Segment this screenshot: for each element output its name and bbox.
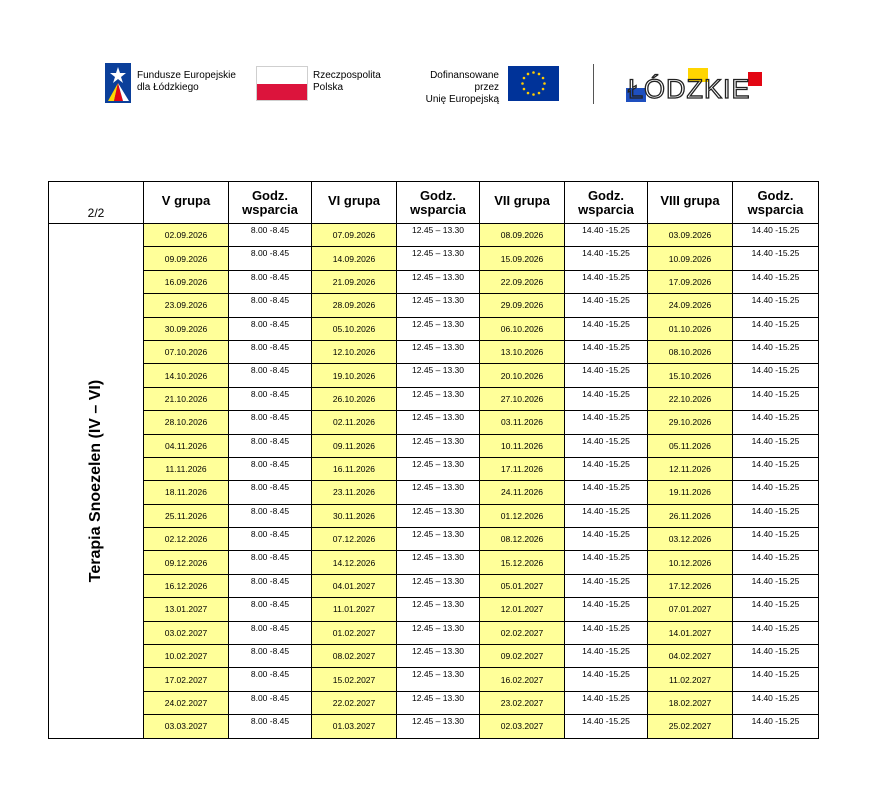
- header-godz-wsparcia-vii: [565, 182, 648, 224]
- date-cell: 08.09.2026: [480, 224, 565, 247]
- header-godz-wsparcia-v: [229, 182, 312, 224]
- schedule-body: [49, 224, 819, 739]
- header-label-line1: Godz.: [251, 187, 289, 203]
- time-cell: 14.40 -15.25: [733, 574, 819, 597]
- schedule-table: [48, 181, 819, 739]
- time-cell: 14.40 -15.25: [733, 224, 819, 247]
- date-cell: 21.09.2026: [312, 270, 397, 293]
- date-cell: 02.03.2027: [480, 715, 565, 738]
- table-row: [49, 340, 819, 363]
- time-cell: 14.40 -15.25: [565, 528, 648, 551]
- date-cell: 10.12.2026: [648, 551, 733, 574]
- time-cell: 14.40 -15.25: [565, 457, 648, 480]
- time-cell: 12.45 – 13.30: [397, 598, 480, 621]
- header-label: V grupa: [161, 192, 211, 208]
- table-row: [49, 645, 819, 668]
- time-cell: 14.40 -15.25: [733, 504, 819, 527]
- time-cell: 8.00 -8.45: [229, 411, 312, 434]
- header-viii-grupa: [648, 182, 733, 224]
- header-v-grupa: [144, 182, 229, 224]
- time-cell: 14.40 -15.25: [733, 434, 819, 457]
- header-godz-wsparcia-viii: [733, 182, 819, 224]
- date-cell: 03.12.2026: [648, 528, 733, 551]
- table-row: [49, 551, 819, 574]
- date-cell: 22.02.2027: [312, 691, 397, 714]
- time-cell: 12.45 – 13.30: [397, 364, 480, 387]
- rp-line-1: Rzeczpospolita: [313, 70, 381, 81]
- time-cell: 14.40 -15.25: [565, 270, 648, 293]
- fe-line-1: Fundusze Europejskie: [137, 70, 236, 81]
- date-cell: 17.12.2026: [648, 574, 733, 597]
- date-cell: 05.11.2026: [648, 434, 733, 457]
- time-cell: 14.40 -15.25: [565, 504, 648, 527]
- rzeczpospolita-text: [313, 70, 381, 94]
- time-cell: 12.45 – 13.30: [397, 504, 480, 527]
- date-cell: 15.09.2026: [480, 247, 565, 270]
- header-label: VIII grupa: [660, 192, 720, 208]
- date-cell: 28.10.2026: [144, 411, 229, 434]
- time-cell: 8.00 -8.45: [229, 434, 312, 457]
- eu-star-icon: [532, 71, 535, 74]
- header-label-line2: wsparcia: [578, 201, 634, 217]
- header-label-line1: Godz.: [419, 187, 457, 203]
- time-cell: 8.00 -8.45: [229, 270, 312, 293]
- date-cell: 07.01.2027: [648, 598, 733, 621]
- side-label-cell: [49, 224, 144, 739]
- date-cell: 18.02.2027: [648, 691, 733, 714]
- date-cell: 30.09.2026: [144, 317, 229, 340]
- time-cell: 8.00 -8.45: [229, 387, 312, 410]
- fe-line-2: dla Łódzkiego: [137, 82, 199, 93]
- eu-star-icon: [527, 73, 530, 76]
- time-cell: 8.00 -8.45: [229, 294, 312, 317]
- date-cell: 26.10.2026: [312, 387, 397, 410]
- eu-star-icon: [523, 77, 526, 80]
- time-cell: 12.45 – 13.30: [397, 224, 480, 247]
- date-cell: 24.02.2027: [144, 691, 229, 714]
- time-cell: 14.40 -15.25: [733, 387, 819, 410]
- time-cell: 14.40 -15.25: [733, 294, 819, 317]
- date-cell: 29.09.2026: [480, 294, 565, 317]
- time-cell: 14.40 -15.25: [565, 411, 648, 434]
- time-cell: 14.40 -15.25: [733, 598, 819, 621]
- time-cell: 12.45 – 13.30: [397, 294, 480, 317]
- date-cell: 17.09.2026: [648, 270, 733, 293]
- date-cell: 29.10.2026: [648, 411, 733, 434]
- date-cell: 09.12.2026: [144, 551, 229, 574]
- fundusze-europejskie-text: [137, 70, 236, 94]
- date-cell: 05.10.2026: [312, 317, 397, 340]
- table-row: [49, 317, 819, 340]
- date-cell: 08.10.2026: [648, 340, 733, 363]
- time-cell: 14.40 -15.25: [733, 715, 819, 738]
- time-cell: 14.40 -15.25: [565, 434, 648, 457]
- time-cell: 14.40 -15.25: [565, 294, 648, 317]
- polish-flag-icon: [256, 66, 308, 101]
- date-cell: 16.11.2026: [312, 457, 397, 480]
- eu-funding-text: [405, 70, 499, 106]
- time-cell: 12.45 – 13.30: [397, 387, 480, 410]
- time-cell: 8.00 -8.45: [229, 598, 312, 621]
- header-label: VI grupa: [327, 192, 380, 208]
- eu-star-icon: [543, 82, 546, 85]
- date-cell: 21.10.2026: [144, 387, 229, 410]
- time-cell: 8.00 -8.45: [229, 645, 312, 668]
- header-row: [49, 182, 819, 224]
- time-cell: 14.40 -15.25: [565, 691, 648, 714]
- eu-star-icon: [542, 88, 545, 91]
- date-cell: 04.01.2027: [312, 574, 397, 597]
- time-cell: 14.40 -15.25: [733, 481, 819, 504]
- time-cell: 14.40 -15.25: [565, 247, 648, 270]
- time-cell: 12.45 – 13.30: [397, 411, 480, 434]
- date-cell: 10.09.2026: [648, 247, 733, 270]
- date-cell: 17.02.2027: [144, 668, 229, 691]
- date-cell: 06.10.2026: [480, 317, 565, 340]
- date-cell: 14.12.2026: [312, 551, 397, 574]
- date-cell: 30.11.2026: [312, 504, 397, 527]
- date-cell: 16.12.2026: [144, 574, 229, 597]
- header-vii-grupa: [480, 182, 565, 224]
- time-cell: 12.45 – 13.30: [397, 434, 480, 457]
- time-cell: 14.40 -15.25: [565, 317, 648, 340]
- date-cell: 22.09.2026: [480, 270, 565, 293]
- date-cell: 07.10.2026: [144, 340, 229, 363]
- time-cell: 12.45 – 13.30: [397, 270, 480, 293]
- time-cell: 8.00 -8.45: [229, 340, 312, 363]
- date-cell: 07.12.2026: [312, 528, 397, 551]
- page-indicator: 2/2: [49, 182, 144, 224]
- time-cell: 14.40 -15.25: [733, 317, 819, 340]
- time-cell: 14.40 -15.25: [733, 411, 819, 434]
- date-cell: 03.09.2026: [648, 224, 733, 247]
- date-cell: 01.12.2026: [480, 504, 565, 527]
- date-cell: 23.09.2026: [144, 294, 229, 317]
- date-cell: 25.02.2027: [648, 715, 733, 738]
- eu-star-icon: [523, 88, 526, 91]
- table-row: [49, 247, 819, 270]
- time-cell: 8.00 -8.45: [229, 317, 312, 340]
- time-cell: 12.45 – 13.30: [397, 481, 480, 504]
- time-cell: 14.40 -15.25: [565, 340, 648, 363]
- table-row: [49, 411, 819, 434]
- header-label-line2: wsparcia: [747, 201, 804, 217]
- date-cell: 23.02.2027: [480, 691, 565, 714]
- time-cell: 8.00 -8.45: [229, 481, 312, 504]
- time-cell: 14.40 -15.25: [565, 621, 648, 644]
- date-cell: 04.02.2027: [648, 645, 733, 668]
- date-cell: 02.02.2027: [480, 621, 565, 644]
- date-cell: 14.10.2026: [144, 364, 229, 387]
- time-cell: 8.00 -8.45: [229, 691, 312, 714]
- date-cell: 09.02.2027: [480, 645, 565, 668]
- header-vi-grupa: [312, 182, 397, 224]
- date-cell: 03.03.2027: [144, 715, 229, 738]
- time-cell: 8.00 -8.45: [229, 668, 312, 691]
- table-row: [49, 434, 819, 457]
- eu-star-icon: [538, 73, 541, 76]
- date-cell: 14.01.2027: [648, 621, 733, 644]
- date-cell: 12.10.2026: [312, 340, 397, 363]
- time-cell: 8.00 -8.45: [229, 528, 312, 551]
- time-cell: 14.40 -15.25: [733, 247, 819, 270]
- header-label: VII grupa: [494, 192, 550, 208]
- table-row: [49, 668, 819, 691]
- time-cell: 14.40 -15.25: [565, 364, 648, 387]
- date-cell: 19.11.2026: [648, 481, 733, 504]
- time-cell: 8.00 -8.45: [229, 224, 312, 247]
- date-cell: 19.10.2026: [312, 364, 397, 387]
- table-row: [49, 528, 819, 551]
- time-cell: 14.40 -15.25: [565, 574, 648, 597]
- time-cell: 8.00 -8.45: [229, 621, 312, 644]
- date-cell: 11.02.2027: [648, 668, 733, 691]
- date-cell: 02.11.2026: [312, 411, 397, 434]
- date-cell: 02.12.2026: [144, 528, 229, 551]
- logo-strip: [0, 60, 887, 110]
- date-cell: 12.01.2027: [480, 598, 565, 621]
- time-cell: 12.45 – 13.30: [397, 247, 480, 270]
- date-cell: 23.11.2026: [312, 481, 397, 504]
- date-cell: 01.03.2027: [312, 715, 397, 738]
- date-cell: 09.09.2026: [144, 247, 229, 270]
- date-cell: 28.09.2026: [312, 294, 397, 317]
- date-cell: 10.11.2026: [480, 434, 565, 457]
- date-cell: 16.09.2026: [144, 270, 229, 293]
- date-cell: 16.02.2027: [480, 668, 565, 691]
- time-cell: 8.00 -8.45: [229, 551, 312, 574]
- time-cell: 8.00 -8.45: [229, 504, 312, 527]
- date-cell: 11.11.2026: [144, 457, 229, 480]
- table-row: [49, 621, 819, 644]
- time-cell: 8.00 -8.45: [229, 364, 312, 387]
- table-row: [49, 387, 819, 410]
- table-row: [49, 598, 819, 621]
- eu-star-icon: [538, 92, 541, 95]
- time-cell: 14.40 -15.25: [733, 528, 819, 551]
- date-cell: 08.02.2027: [312, 645, 397, 668]
- time-cell: 8.00 -8.45: [229, 715, 312, 738]
- rp-line-2: Polska: [313, 82, 344, 93]
- eu-line-2: Unię Europejską: [425, 94, 499, 105]
- time-cell: 14.40 -15.25: [733, 621, 819, 644]
- eu-star-icon: [527, 92, 530, 95]
- date-cell: 17.11.2026: [480, 457, 565, 480]
- time-cell: 8.00 -8.45: [229, 457, 312, 480]
- time-cell: 8.00 -8.45: [229, 574, 312, 597]
- date-cell: 13.01.2027: [144, 598, 229, 621]
- time-cell: 12.45 – 13.30: [397, 691, 480, 714]
- time-cell: 14.40 -15.25: [565, 387, 648, 410]
- date-cell: 11.01.2027: [312, 598, 397, 621]
- header-label-line2: wsparcia: [242, 201, 298, 217]
- date-cell: 01.10.2026: [648, 317, 733, 340]
- eu-star-icon: [532, 93, 535, 96]
- table-row: [49, 294, 819, 317]
- date-cell: 12.11.2026: [648, 457, 733, 480]
- time-cell: 12.45 – 13.30: [397, 457, 480, 480]
- table-row: [49, 574, 819, 597]
- header-label-line2: wsparcia: [410, 201, 466, 217]
- time-cell: 12.45 – 13.30: [397, 645, 480, 668]
- eu-star-icon: [521, 82, 524, 85]
- date-cell: 04.11.2026: [144, 434, 229, 457]
- date-cell: 15.10.2026: [648, 364, 733, 387]
- date-cell: 07.09.2026: [312, 224, 397, 247]
- time-cell: 8.00 -8.45: [229, 247, 312, 270]
- header-label-line1: Godz.: [587, 187, 625, 203]
- date-cell: 10.02.2027: [144, 645, 229, 668]
- time-cell: 14.40 -15.25: [733, 668, 819, 691]
- time-cell: 14.40 -15.25: [733, 551, 819, 574]
- time-cell: 12.45 – 13.30: [397, 621, 480, 644]
- date-cell: 02.09.2026: [144, 224, 229, 247]
- table-row: [49, 715, 819, 738]
- time-cell: 14.40 -15.25: [565, 224, 648, 247]
- time-cell: 14.40 -15.25: [733, 691, 819, 714]
- table-row: [49, 364, 819, 387]
- eu-flag-icon: [508, 66, 559, 101]
- time-cell: 12.45 – 13.30: [397, 340, 480, 363]
- date-cell: 20.10.2026: [480, 364, 565, 387]
- time-cell: 14.40 -15.25: [733, 340, 819, 363]
- date-cell: 25.11.2026: [144, 504, 229, 527]
- date-cell: 03.02.2027: [144, 621, 229, 644]
- date-cell: 18.11.2026: [144, 481, 229, 504]
- time-cell: 12.45 – 13.30: [397, 574, 480, 597]
- time-cell: 14.40 -15.25: [565, 551, 648, 574]
- header-label-line1: Godz.: [757, 187, 794, 203]
- date-cell: 03.11.2026: [480, 411, 565, 434]
- date-cell: 14.09.2026: [312, 247, 397, 270]
- date-cell: 22.10.2026: [648, 387, 733, 410]
- date-cell: 01.02.2027: [312, 621, 397, 644]
- table-row: [49, 691, 819, 714]
- time-cell: 14.40 -15.25: [565, 598, 648, 621]
- lodzkie-logo-icon: [626, 68, 766, 104]
- therapy-name: Terapia Snoezelen (IV – VI): [87, 379, 104, 583]
- time-cell: 12.45 – 13.30: [397, 551, 480, 574]
- table-row: [49, 457, 819, 480]
- fundusze-europejskie-logo-icon: [105, 63, 131, 103]
- date-cell: 05.01.2027: [480, 574, 565, 597]
- date-cell: 26.11.2026: [648, 504, 733, 527]
- time-cell: 12.45 – 13.30: [397, 715, 480, 738]
- logo-divider: [593, 64, 594, 104]
- time-cell: 12.45 – 13.30: [397, 668, 480, 691]
- time-cell: 14.40 -15.25: [565, 668, 648, 691]
- time-cell: 14.40 -15.25: [733, 270, 819, 293]
- date-cell: 15.02.2027: [312, 668, 397, 691]
- table-row: [49, 504, 819, 527]
- time-cell: 14.40 -15.25: [733, 364, 819, 387]
- table-row: [49, 481, 819, 504]
- time-cell: 12.45 – 13.30: [397, 528, 480, 551]
- eu-star-icon: [542, 77, 545, 80]
- table-row: [49, 270, 819, 293]
- time-cell: 14.40 -15.25: [565, 645, 648, 668]
- time-cell: 14.40 -15.25: [733, 457, 819, 480]
- time-cell: 12.45 – 13.30: [397, 317, 480, 340]
- time-cell: 14.40 -15.25: [565, 481, 648, 504]
- lodzkie-wordmark: ŁÓDZKIE: [628, 74, 751, 104]
- date-cell: 13.10.2026: [480, 340, 565, 363]
- date-cell: 27.10.2026: [480, 387, 565, 410]
- date-cell: 09.11.2026: [312, 434, 397, 457]
- date-cell: 24.11.2026: [480, 481, 565, 504]
- time-cell: 14.40 -15.25: [565, 715, 648, 738]
- date-cell: 24.09.2026: [648, 294, 733, 317]
- header-godz-wsparcia-vi: [397, 182, 480, 224]
- date-cell: 08.12.2026: [480, 528, 565, 551]
- table-row: [49, 224, 819, 247]
- date-cell: 15.12.2026: [480, 551, 565, 574]
- eu-line-1: Dofinansowane przez: [430, 70, 499, 93]
- time-cell: 14.40 -15.25: [733, 645, 819, 668]
